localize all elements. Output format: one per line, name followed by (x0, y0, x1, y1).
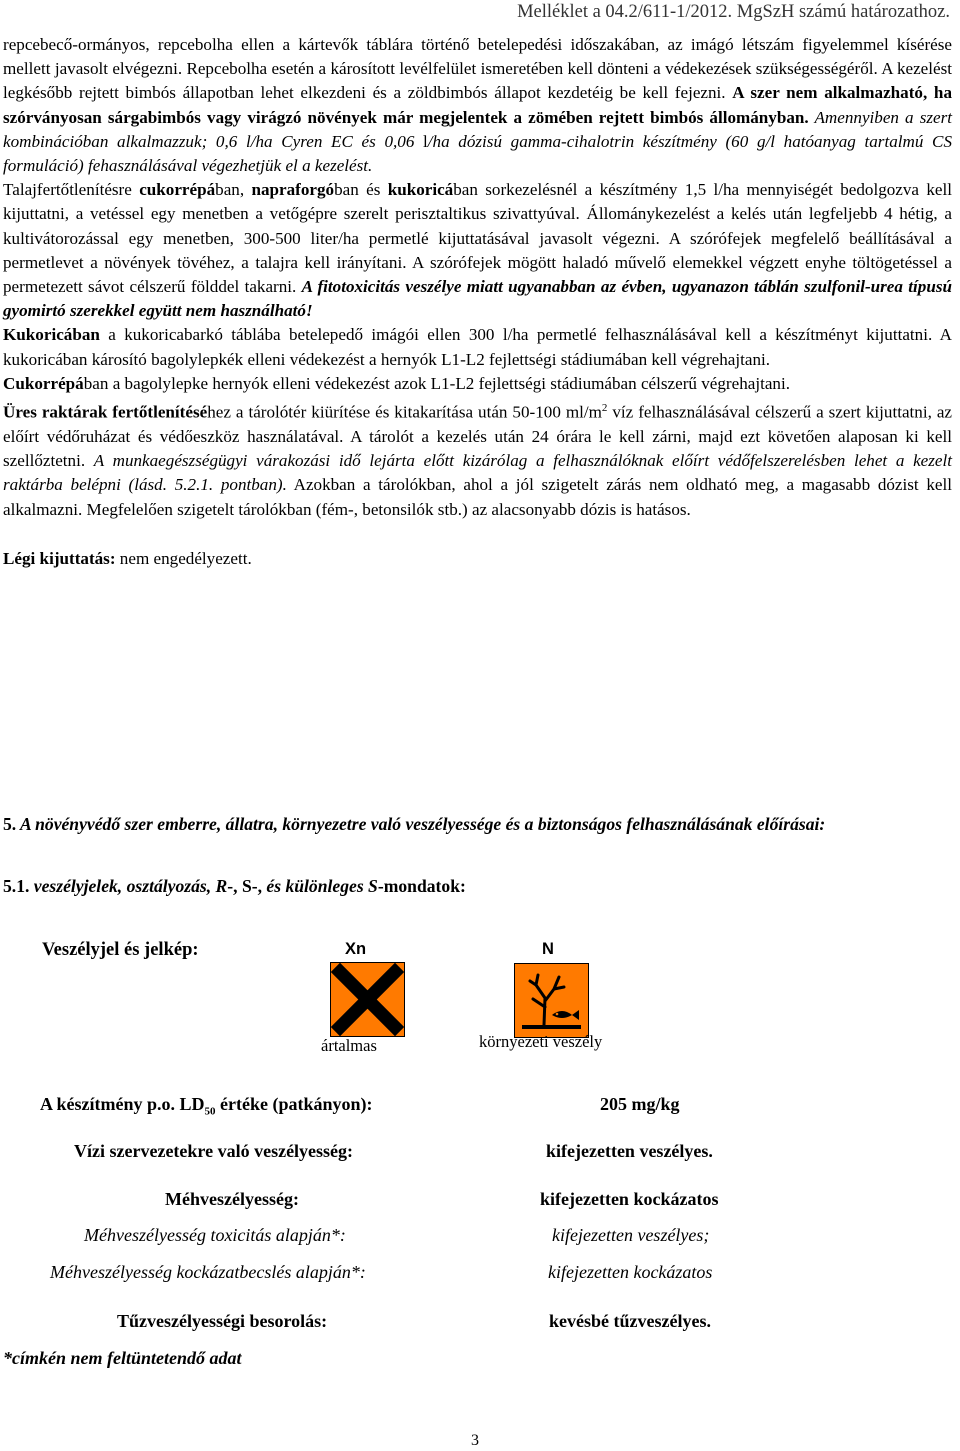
hazard-label: Veszélyjel és jelkép: (42, 940, 199, 960)
paragraph-sugar-beet (3, 372, 952, 396)
dead-tree-fish-icon (514, 963, 589, 1038)
section-title: -, S-, (227, 876, 267, 896)
text-run: Azokban a tárolókban, ahol a jól szigetelt zárás nem oldható meg, a magasabb dózist kell alkalmazni. Megfelelően szigetelt tárolókban (fém-, betonsilók stb.) az alacsonyabb dózis is hatásos. (3, 475, 952, 519)
text-run: a kukoricabarkó táblába betelepedő imágói ellen 300 l/ha permetlé felhasználásával kell a készítményt kijuttatni. A kukoricában károsító bagolylepkék elleni védekezést a hernyók L1-L2 fejlettségi stádiumában kell végrehajtani. (3, 325, 952, 369)
ld50-value: 205 mg/kg (600, 1094, 680, 1114)
bee-label: Méhveszélyesség: (165, 1189, 299, 1209)
bold-warning: A szer nem alkalmazható, ha szórványosan sárgabimbós vagy virágzó növények már megjelentek a zömében rejtett bimbós állományban. (3, 83, 952, 127)
paragraph-aerial (3, 547, 952, 571)
fire-value: kevésbé tűzveszélyes. (549, 1311, 711, 1331)
text-run: ban sorkezelésnél a készítmény 1,5 l/ha mennyiségét bedolgozva kell kijuttatni, a vetéssel egy menetben a vetőgépre szerelt perisztaltikus szivattyúval. Állománykezelést a kelés után legfeljebb 4 hétig, a kultivátorozással egy menetben, 300-500 liter/ha permetlé kijuttatásával javasolt végezni. A szórófejek megfelelő beállításával a permetlevet a növények tövéhez, a talajra kell irányítani. A szórófejek mögött haladó művelő elemekkel végzett enyhe töltögetéssel a permetezett sávot célszerű földdel takarni. (3, 180, 952, 297)
paragraph-soil-disinfection (3, 178, 952, 323)
symbol-code-xn: Xn (345, 940, 367, 958)
bee-tox-label: Méhveszélyesség toxicitás alapján*: (84, 1225, 346, 1245)
crop-term: kukoricá (387, 180, 454, 200)
italic-text: A munkaegészségügyi várakozási idő lejárta előtt kizárólag a felhasználóknak előírt védőfelszerelésben lehet a kezelt raktárba belépni (lásd. 5.2.1. pontban). (3, 451, 952, 495)
body-text (3, 33, 952, 571)
text-run: nem engedélyezett. (115, 548, 252, 568)
section-number: 5.1. (3, 876, 30, 896)
harmful-x-icon (330, 962, 405, 1037)
text-run: Talajfertőtlenítésre (3, 180, 140, 200)
section-5-1-heading (3, 876, 466, 897)
text-run: ban, (215, 180, 252, 200)
section-title: -mondatok: (377, 876, 466, 896)
paragraph-maize (3, 323, 952, 371)
phytotoxicity-warning: A fitotoxicitás veszélye miatt ugyanabban az évben, ugyanazon táblán szulfonil-urea típusú gyomirtó szerekkel együtt nem használható! (3, 277, 952, 321)
text-run: ban a bagolylepke hernyók elleni védekezést azok L1-L2 fejlettségi stádiumában célszerű végrehajtani. (83, 373, 790, 393)
symbol-code-n: N (542, 940, 554, 958)
bee-risk-value: kifejezetten kockázatos (548, 1262, 713, 1282)
bold-term: Légi kijuttatás: (3, 548, 116, 568)
text-run: hez a tárolótér kiürítése és kitakarítása után 50-100 ml/m (207, 402, 602, 422)
ld50-label (40, 1094, 373, 1118)
section-title: A növényvédő szer emberre, állatra, környezetre való veszélyessége és a biztonságos felhasználásának előírásai: (16, 814, 826, 834)
paragraph-storage (3, 396, 952, 522)
bee-risk-label: Méhveszélyesség kockázatbecslés alapján*: (50, 1262, 366, 1282)
superscript: 2 (601, 402, 608, 415)
crop-term: napraforgó (251, 180, 335, 200)
text-run: víz felhasználásával célszerű a szert kijuttatni, az előírt védőruházat és védőeszköz használatával. A tárolót a kezelés után 24 órára le kell zárni, majd ezt követően alaposan ki kell szellőztetni. (3, 402, 953, 471)
section-title: veszélyjelek, osztályozás, R (29, 876, 228, 896)
text-run: ban és (334, 180, 388, 200)
text-run: repcebecő-ormányos, repcebolha ellen a kártevők táblára történő betelepedési időszakában, az imágó létszám figyelemmel kísérése mellett javasolt elvégezni. Repcebolha esetén a károsított levélfelület ismeretében kell dönteni a védekezések szükségességéről. A kezelést legkésőbb rejtett bimbós állapotban lehet elkezdeni és a zöldbimbós állapot kezdetéig be kell fejezni. (3, 35, 952, 103)
crop-term: Kukoricában (3, 325, 100, 345)
text-run: l (423, 131, 428, 151)
paragraph-rape-pests (3, 33, 952, 178)
aquatic-value: kifejezetten veszélyes. (546, 1141, 713, 1161)
bee-value: kifejezetten kockázatos (540, 1189, 719, 1209)
document-header: Melléklet a 04.2/611-1/2012. MgSzH számú határozathoz. (517, 2, 950, 22)
subscript: 50 (204, 1105, 216, 1118)
bee-tox-value: kifejezetten veszélyes; (552, 1225, 710, 1245)
aquatic-label: Vízi szervezetekre való veszélyesség: (74, 1141, 354, 1161)
section-title: és különleges S (266, 876, 378, 896)
symbol-caption-xn: ártalmas (321, 1036, 377, 1055)
label-text: értéke (patkányon): (215, 1094, 373, 1114)
footnote: *címkén nem feltüntetendő adat (3, 1348, 242, 1368)
crop-term: Cukorrépá (3, 373, 84, 393)
italic-text: /ha dózisú gamma-cihalotrin készítmény (60 g/l hatóanyag tartalmú CS formuláció) fehasználásával végezhetjük el a kezelést. (3, 131, 952, 176)
label-text: A készítmény p.o. LD (40, 1094, 205, 1114)
section-5-heading (3, 812, 958, 837)
crop-term: cukorrépá (139, 180, 216, 200)
italic-text: Amennyiben a szert kombinációban alkalmazzuk; 0,6 l/ha Cyren EC és 0,06 (3, 107, 952, 151)
fire-label: Tűzveszélyességi besorolás: (117, 1311, 328, 1331)
symbol-caption-n: környezeti veszély (479, 1032, 603, 1051)
bold-term: Üres raktárak fertőtlenítésé (3, 402, 208, 422)
page-number: 3 (471, 1432, 479, 1449)
section-number: 5. (3, 814, 17, 834)
